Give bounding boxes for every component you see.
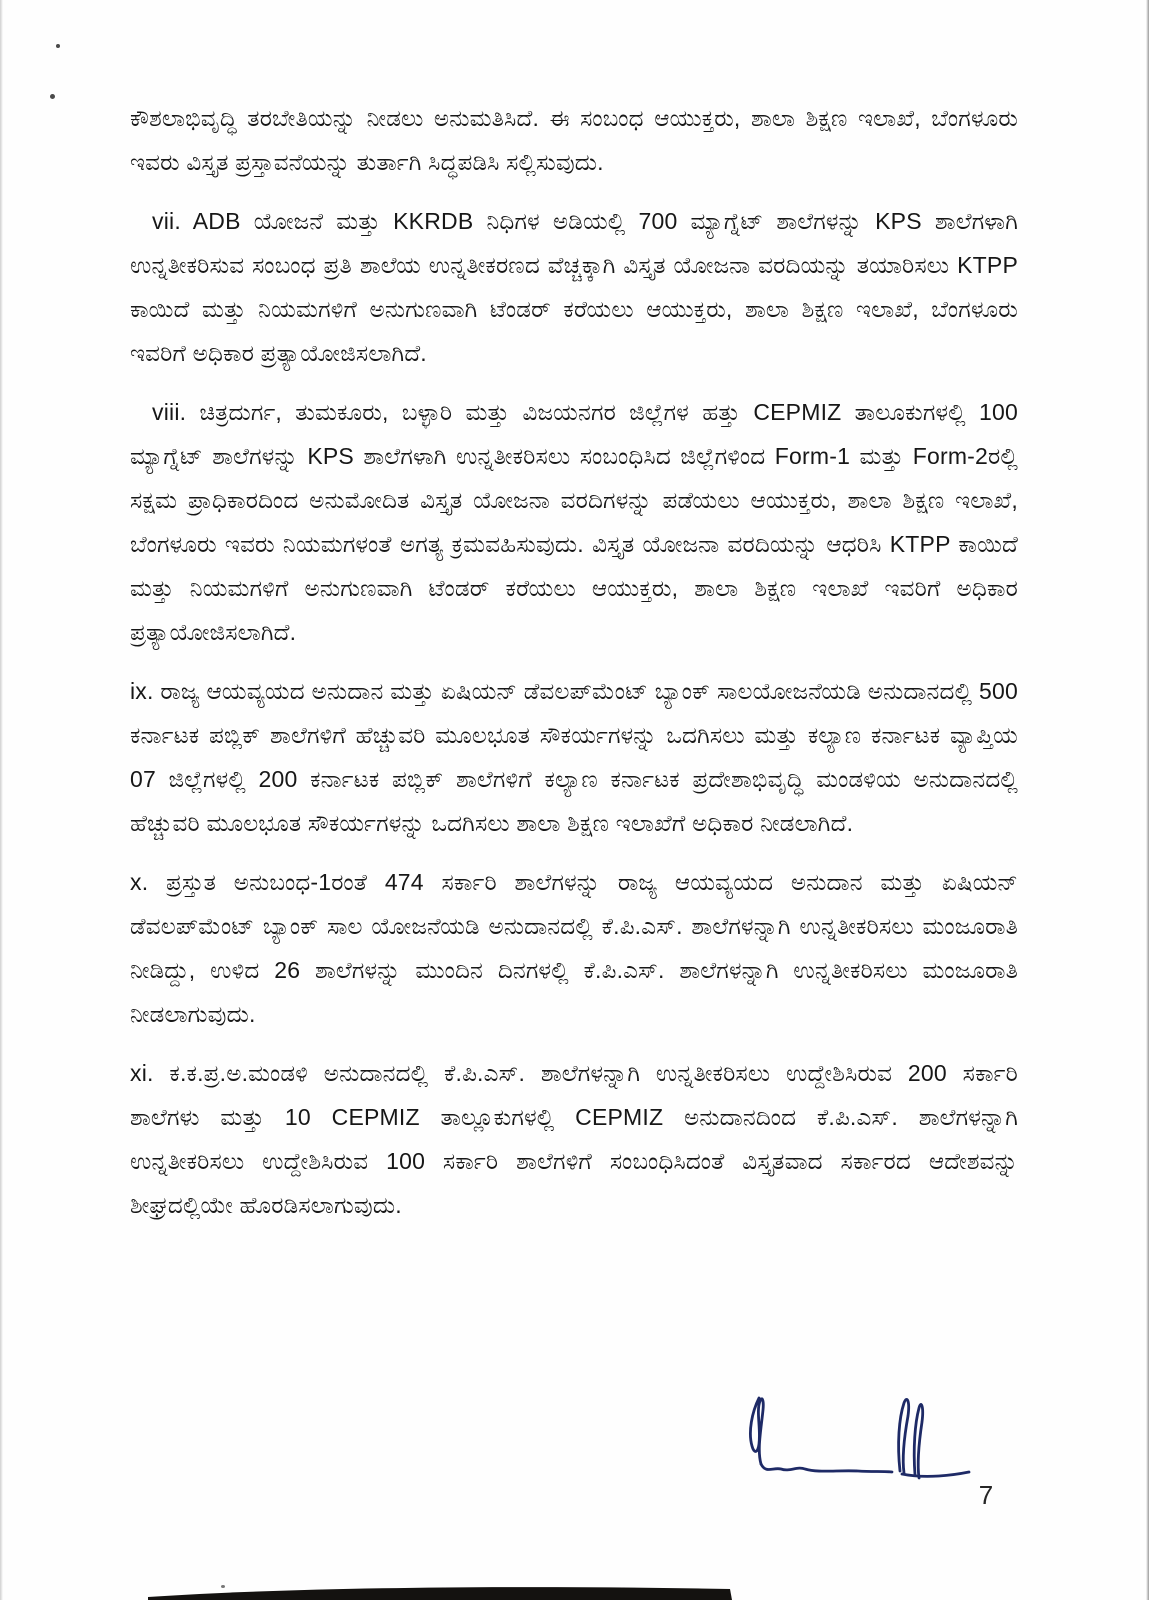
document-body — [130, 96, 1018, 1381]
paragraph-vii: vii. ADB ಯೋಜನೆ ಮತ್ತು KKRDB ನಿಧಿಗಳ ಅಡಿಯಲ್ಲಿ 700 ಮ್ಯಾಗ್ನೆಟ್ ಶಾಲೆಗಳನ್ನು KPS ಶಾಲೆಗಳಾಗಿ ಉನ್ನತೀಕರಿಸುವ ಸಂಬಂಧ ಪ್ರತಿ ಶಾಲೆಯ ಉನ್ನತೀಕರಣದ ವೆಚ್ಚಕ್ಕಾಗಿ ವಿಸ್ತೃತ ಯೋಜನಾ ವರದಿಯನ್ನು ತಯಾರಿಸಲು KTPP ಕಾಯಿದೆ ಮತ್ತು ನಿಯಮಗಳಿಗೆ ಅನುಗುಣವಾಗಿ ಟೆಂಡರ್ ಕರೆಯಲು ಆಯುಕ್ತರು, ಶಾಲಾ ಶಿಕ್ಷಣ ಇಲಾಖೆ, ಬೆಂಗಳೂರು ಇವರಿಗೆ ಅಧಿಕಾರ ಪ್ರತ್ಯಾಯೋಜಿಸಲಾಗಿದೆ. — [130, 208, 1018, 366]
scan-edge-left — [0, 0, 3, 1600]
paragraph-viii: viii. ಚಿತ್ರದುರ್ಗ, ತುಮಕೂರು, ಬಳ್ಳಾರಿ ಮತ್ತು ವಿಜಯನಗರ ಜಿಲ್ಲೆಗಳ ಹತ್ತು CEPMIZ ತಾಲೂಕುಗಳಲ್ಲಿ 100 ಮ್ಯಾಗ್ನೆಟ್ ಶಾಲೆಗಳನ್ನು KPS ಶಾಲೆಗಳಾಗಿ ಉನ್ನತೀಕರಿಸಲು ಸಂಬಂಧಿಸಿದ ಜಿಲ್ಲೆಗಳಿಂದ Form-1 ಮತ್ತು Form-2ರಲ್ಲಿ ಸಕ್ಷಮ ಪ್ರಾಧಿಕಾರದಿಂದ ಅನುಮೋದಿತ ವಿಸ್ತೃತ ಯೋಜನಾ ವರದಿಗಳನ್ನು ಪಡೆಯಲು ಆಯುಕ್ತರು, ಶಾಲಾ ಶಿಕ್ಷಣ ಇಲಾಖೆ, ಬೆಂಗಳೂರು ಇವರು ನಿಯಮಗಳಂತೆ ಅಗತ್ಯ ಕ್ರಮವಹಿಸುವುದು. ವಿಸ್ತೃತ ಯೋಜನಾ ವರದಿಯನ್ನು ಆಧರಿಸಿ KTPP ಕಾಯಿದೆ ಮತ್ತು ನಿಯಮಗಳಿಗೆ ಅನುಗುಣವಾಗಿ ಟೆಂಡರ್ ಕರೆಯಲು ಆಯುಕ್ತರು, ಶಾಲಾ ಶಿಕ್ಷಣ ಇಲಾಖೆ ಇವರಿಗೆ ಅಧಿಕಾರ ಪ್ರತ್ಯಾಯೋಜಿಸಲಾಗಿದೆ. — [130, 399, 1018, 645]
signature-strokes — [750, 1398, 969, 1478]
paragraph-vi-continuation: ಕೌಶಲಾಭಿವೃದ್ಧಿ ತರಬೇತಿಯನ್ನು ನೀಡಲು ಅನುಮತಿಸಿದೆ. ಈ ಸಂಬಂಧ ಆಯುಕ್ತರು, ಶಾಲಾ ಶಿಕ್ಷಣ ಇಲಾಖೆ, ಬೆಂಗಳೂರು ಇವರು ವಿಸ್ತೃತ ಪ್ರಸ್ತಾವನೆಯನ್ನು ತುರ್ತಾಗಿ ಸಿದ್ಧಪಡಿಸಿ ಸಲ್ಲಿಸುವುದು. — [130, 105, 1018, 175]
scan-edge-artifact-shape — [148, 1587, 732, 1600]
signature — [740, 1388, 972, 1486]
page-number: 7 — [978, 1480, 994, 1510]
paragraph-x: x. ಪ್ರಸ್ತುತ ಅನುಬಂಧ-1ರಂತೆ 474 ಸರ್ಕಾರಿ ಶಾಲೆಗಳನ್ನು ರಾಜ್ಯ ಆಯವ್ಯಯದ ಅನುದಾನ ಮತ್ತು ಏಷಿಯನ್ ಡೆವಲಪ್‌ಮೆಂಟ್ ಬ್ಯಾಂಕ್ ಸಾಲ ಯೋಜನೆಯಡಿ ಅನುದಾನದಲ್ಲಿ ಕೆ.ಪಿ.ಎಸ್. ಶಾಲೆಗಳನ್ನಾಗಿ ಉನ್ನತೀಕರಿಸಲು ಮಂಜೂರಾತಿ ನೀಡಿದ್ದು, ಉಳಿದ 26 ಶಾಲೆಗಳನ್ನು ಮುಂದಿನ ದಿನಗಳಲ್ಲಿ ಕೆ.ಪಿ.ಎಸ್. ಶಾಲೆಗಳನ್ನಾಗಿ ಉನ್ನತೀಕರಿಸಲು ಮಂಜೂರಾತಿ ನೀಡಲಾಗುವುದು. — [130, 869, 1018, 1027]
paragraph-xi: xi. ಕ.ಕ.ಪ್ರ.ಅ.ಮಂಡಳಿ ಅನುದಾನದಲ್ಲಿ ಕೆ.ಪಿ.ಎಸ್. ಶಾಲೆಗಳನ್ನಾಗಿ ಉನ್ನತೀಕರಿಸಲು ಉದ್ದೇಶಿಸಿರುವ 200 ಸರ್ಕಾರಿ ಶಾಲೆಗಳು ಮತ್ತು 10 CEPMIZ ತಾಲ್ಲೂಕುಗಳಲ್ಲಿ CEPMIZ ಅನುದಾನದಿಂದ ಕೆ.ಪಿ.ಎಸ್. ಶಾಲೆಗಳನ್ನಾಗಿ ಉನ್ನತೀಕರಿಸಲು ಉದ್ದೇಶಿಸಿರುವ 100 ಸರ್ಕಾರಿ ಶಾಲೆಗಳಿಗೆ ಸಂಬಂಧಿಸಿದಂತೆ ವಿಸ್ತೃತವಾದ ಸರ್ಕಾರದ ಆದೇಶವನ್ನು ಶೀಘ್ರದಲ್ಲಿಯೇ ಹೊರಡಿಸಲಾಗುವುದು. — [130, 1060, 1018, 1218]
scan-speck — [50, 94, 55, 99]
scan-speck — [56, 44, 60, 48]
paragraph-ix: ix. ರಾಜ್ಯ ಆಯವ್ಯಯದ ಅನುದಾನ ಮತ್ತು ಏಷಿಯನ್ ಡೆವಲಪ್‌ಮೆಂಟ್ ಬ್ಯಾಂಕ್ ಸಾಲಯೋಜನೆಯಡಿ ಅನುದಾನದಲ್ಲಿ 500 ಕರ್ನಾಟಕ ಪಬ್ಲಿಕ್ ಶಾಲೆಗಳಿಗೆ ಹೆಚ್ಚುವರಿ ಮೂಲಭೂತ ಸೌಕರ್ಯಗಳನ್ನು ಒದಗಿಸಲು ಮತ್ತು ಕಲ್ಯಾಣ ಕರ್ನಾಟಕ ವ್ಯಾಪ್ತಿಯ 07 ಜಿಲ್ಲೆಗಳಲ್ಲಿ 200 ಕರ್ನಾಟಕ ಪಬ್ಲಿಕ್ ಶಾಲೆಗಳಿಗೆ ಕಲ್ಯಾಣ ಕರ್ನಾಟಕ ಪ್ರದೇಶಾಭಿವೃದ್ಧಿ ಮಂಡಳಿಯ ಅನುದಾನದಲ್ಲಿ ಹೆಚ್ಚುವರಿ ಮೂಲಭೂತ ಸೌಕರ್ಯಗಳನ್ನು ಒದಗಿಸಲು ಶಾಲಾ ಶಿಕ್ಷಣ ಇಲಾಖೆಗೆ ಅಧಿಕಾರ ನೀಡಲಾಗಿದೆ. — [130, 678, 1018, 836]
scan-edge-artifact — [0, 1580, 1149, 1600]
